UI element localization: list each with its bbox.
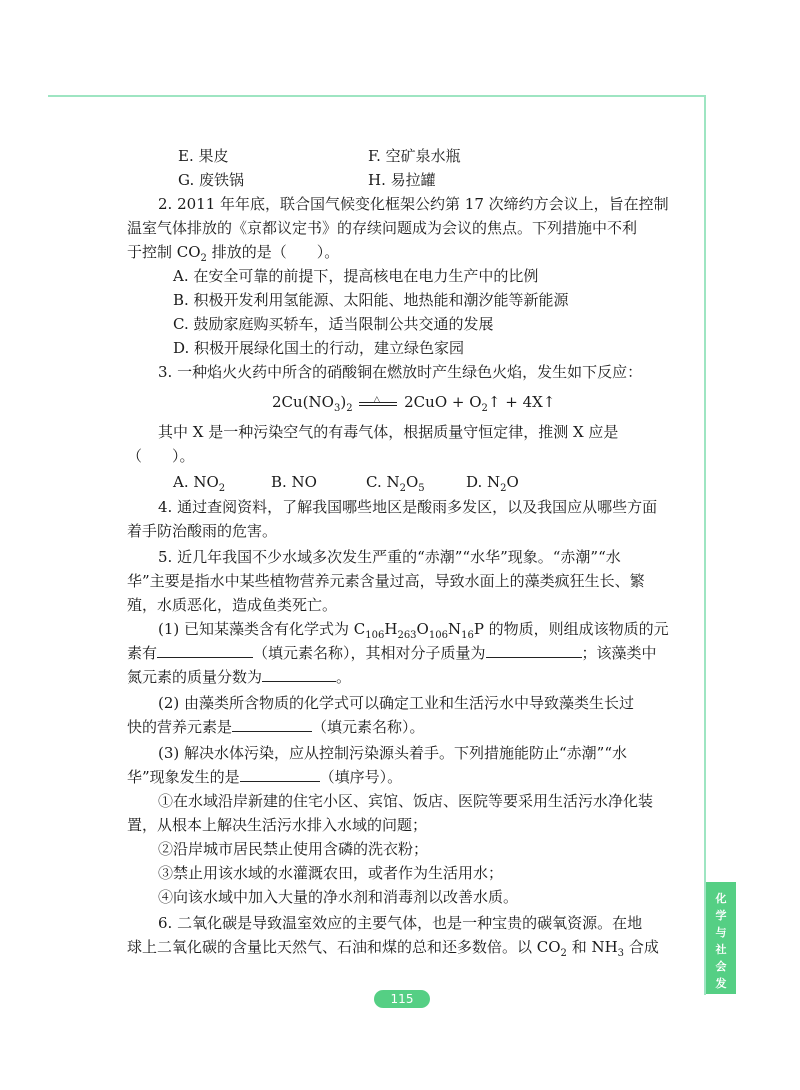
answer-blank[interactable] (486, 643, 582, 658)
reaction-arrow (359, 396, 397, 410)
side-tab-char: 化 (715, 892, 727, 905)
question-3-line: 其中 X 是一种污染空气的有毒气体，根据质量守恒定律，推测 X 应是 (158, 423, 619, 441)
heat-symbol: △ (373, 395, 381, 405)
answer-blank[interactable] (232, 717, 312, 732)
question-5-line: 华”主要是指水中某些植物营养元素含量过高，导致水面上的藻类疯狂生长、繁 (127, 572, 645, 590)
question-5-part-2: 快的营养元素是 （填元素名称）。 (127, 718, 425, 736)
question-6-line: 6. 二氧化碳是导致温室效应的主要气体，也是一种宝贵的碳氧资源。在地 (158, 914, 643, 932)
side-tab-char: 学 (715, 909, 727, 922)
item-f: F. 空矿泉水瓶 (368, 147, 461, 165)
side-tab-char: 展 (715, 994, 727, 1007)
answer-blank[interactable] (157, 643, 253, 658)
measure-3: ③禁止用该水域的水灌溉农田，或者作为生活用水； (158, 864, 504, 882)
question-3-option-d: D. $N_2O$ (466, 473, 519, 494)
question-3-option-b: B. NO (271, 473, 317, 491)
question-6-line: 球上二氧化碳的含量比天然气、石油和煤的总和还多数倍。以 $CO_2$ 和 $NH_3$ 合成 (127, 938, 659, 959)
question-2-line: 2. 2011 年年底，联合国气候变化框架公约第 17 次缔约方会议上，旨在控制 (158, 195, 669, 213)
question-5-line: 殖，水质恶化，造成鱼类死亡。 (127, 596, 338, 614)
question-3-line: 3. 一种焰火火药中所含的硝酸铜在燃放时产生绿色火焰，发生如下反应： (158, 363, 643, 381)
question-5-part-3: (3) 解决水体污染，应从控制污染源头着手。下列措施能防止“赤潮”“水 (158, 744, 628, 762)
question-3-option-a: A. $NO_2$ (173, 473, 226, 494)
question-2-option-a: A. 在安全可靠的前提下，提高核电在电力生产中的比例 (173, 267, 539, 285)
side-tab-char: 会 (715, 960, 727, 973)
question-4-line: 着手防治酸雨的危害。 (127, 522, 278, 540)
answer-blank[interactable] (262, 667, 336, 682)
question-5-part-2: (2) 由藻类所含物质的化学式可以确定工业和生活污水中导致藻类生长过 (158, 694, 635, 712)
question-2-option-d: D. 积极开展绿化国土的行动，建立绿色家园 (173, 339, 465, 357)
side-tab-char: 社 (715, 943, 727, 956)
question-2-line: 于控制 $CO_2$ 排放的是（ ）。 (127, 243, 340, 264)
page-frame-top-line (48, 95, 706, 97)
question-5-part-1: 氮元素的质量分数为 。 (127, 668, 352, 686)
question-5-part-3: 华”现象发生的是 （填序号）。 (127, 768, 403, 786)
question-5-part-1: (1) 已知某藻类含有化学式为 $C_{106}H_{263}O_{106}N_{16}P$ 的物质，则组成该物质的元 (158, 620, 669, 641)
question-2-option-c: C. 鼓励家庭购买轿车，适当限制公共交通的发展 (173, 315, 494, 333)
question-4-line: 4. 通过查阅资料，了解我国哪些地区是酸雨多发区，以及我国应从哪些方面 (158, 498, 658, 516)
measure-1: 置，从根本上解决生活污水排入水域的问题； (127, 816, 428, 834)
question-3-line: （ ）。 (127, 447, 195, 465)
chemical-equation: $2Cu(NO_3)_2$ △ $2CuO + O_2↑$ + 4X↑ (272, 392, 555, 412)
question-5-part-1: 素有 （填元素名称），其相对分子质量为 ；该藻类中 (127, 644, 657, 662)
measure-2: ②沿岸城市居民禁止使用含磷的洗衣粉； (158, 840, 429, 858)
side-tab-char: 发 (715, 977, 727, 990)
side-tab-char: 与 (715, 926, 727, 939)
question-2-line: 温室气体排放的《京都议定书》的存续问题成为会议的焦点。下列措施中不利 (127, 219, 638, 237)
question-5-line: 5. 近几年我国不少水域多次发生严重的“赤潮”“水华”现象。“赤潮”“水 (158, 548, 621, 566)
item-e: E. 果皮 (178, 147, 229, 165)
measure-4: ④向该水域中加入大量的净水剂和消毒剂以改善水质。 (158, 888, 519, 906)
page-frame-right-line (704, 95, 706, 995)
question-3-option-c: C. $N_2O_5$ (366, 473, 425, 494)
item-h: H. 易拉罐 (368, 171, 436, 189)
page-number: 115 (374, 990, 430, 1008)
item-g: G. 废铁锅 (178, 171, 244, 189)
question-2-option-b: B. 积极开发利用氢能源、太阳能、地热能和潮汐能等新能源 (173, 291, 569, 309)
answer-blank[interactable] (240, 767, 320, 782)
measure-1: ①在水域沿岸新建的住宅小区、宾馆、饭店、医院等要采用生活污水净化装 (158, 792, 654, 810)
chapter-side-tab (706, 882, 736, 1007)
